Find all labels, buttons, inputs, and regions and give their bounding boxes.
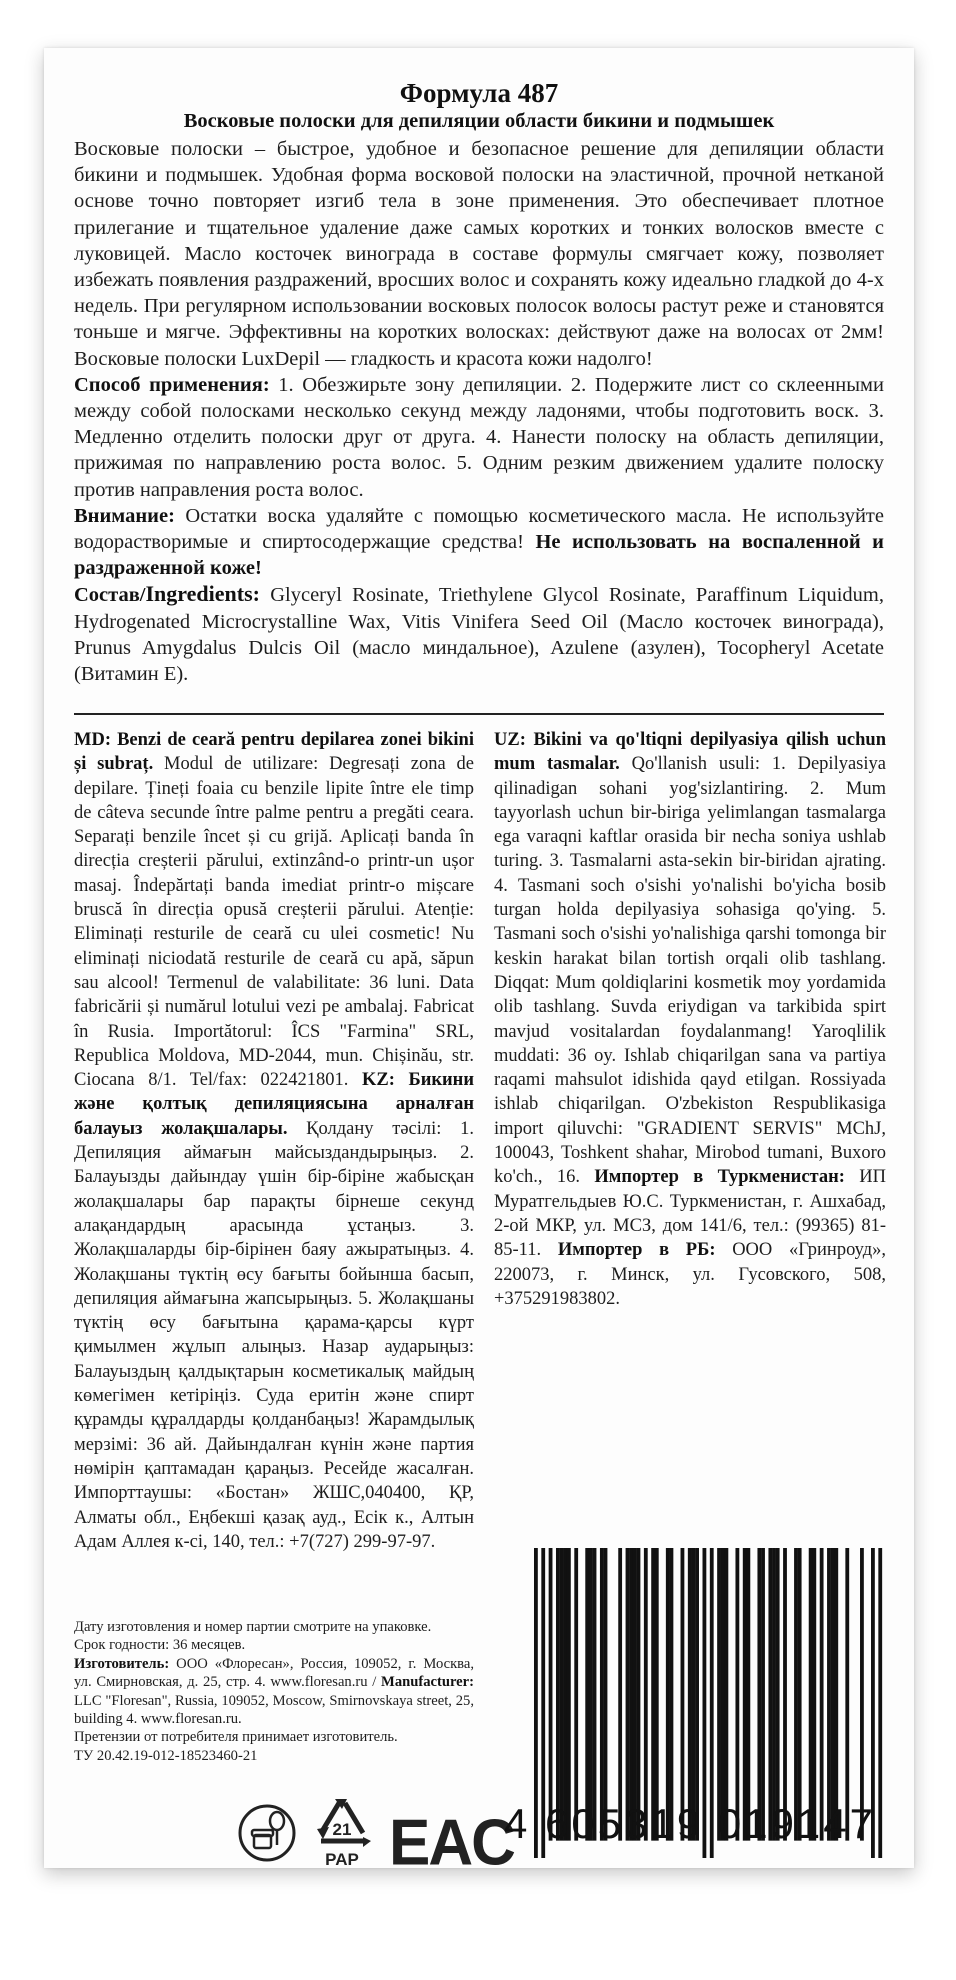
recycle-code: PAP bbox=[325, 1850, 359, 1869]
barcode-bar bbox=[644, 1548, 648, 1841]
ingredients-label-ru: Состав/ bbox=[74, 584, 146, 607]
left-column bbox=[74, 728, 474, 1554]
barcode-bar bbox=[761, 1548, 765, 1841]
rb-text: ООО «Гринроуд», 220073, г. Минск, ул. Гусовского, 508, +375291983802. bbox=[494, 1240, 886, 1309]
manufacturer-en-text: LLC "Floresan", Russia, 109052, Moscow, Smirnovskaya street, 25, building 4. www.floresan.ru. bbox=[74, 1692, 474, 1728]
barcode-bar bbox=[626, 1548, 630, 1841]
rb-label: Импортер в РБ: bbox=[557, 1240, 716, 1261]
barcode-bar bbox=[600, 1548, 604, 1841]
right-column bbox=[494, 728, 886, 1311]
ingredients-label-en: Ingredients: bbox=[145, 581, 260, 607]
barcode-bar bbox=[692, 1548, 696, 1841]
barcode-bar bbox=[776, 1548, 780, 1841]
warning-paragraph bbox=[74, 503, 884, 582]
barcode-bar bbox=[746, 1548, 750, 1841]
barcode-bar bbox=[651, 1548, 655, 1841]
recycle-number: 21 bbox=[332, 1820, 352, 1839]
barcode-bar bbox=[721, 1548, 725, 1841]
warning-text: Остатки воска удаляйте с помощью косметического масла. Не используйте водорастворимые и спиртосодержащие средства! bbox=[74, 504, 884, 554]
barcode-bar bbox=[783, 1548, 787, 1841]
uz-label: UZ: Bikini va qo'ltiqni depilyasiya qilish uchun mum tasmalar. bbox=[494, 730, 886, 775]
manufacturer-label: Изготовитель: bbox=[74, 1655, 170, 1672]
usage-paragraph bbox=[74, 372, 884, 503]
eac-mark-icon bbox=[389, 1806, 515, 1879]
barcode-bar bbox=[549, 1548, 553, 1841]
claims-note: Претензии от потребителя принимает изготовитель. bbox=[74, 1729, 398, 1746]
usage-label: Способ применения: bbox=[74, 373, 270, 396]
warning-bold-text: Не использовать на воспаленной и раздраженной коже! bbox=[74, 531, 884, 580]
kz-text: Қолдану тәсілі: 1. Депиляция аймағын майсыздандырыңыз. 2. Балауызды дайындау үшін бір-біріне жабысқан жолақшалары бар парақты бірнеше секунд алақандардың арасында ұстаңыз. 3. Жолақшаларды бір-бірінен баяу ажыратыңыз. 4. Жолақшаны түктің өсу бағыты бойынша басып, депиляция аймағына жапсырыңыз. 5. Жолақшаны түктің өсу бағытына қарама-қарсы күрт қимылмен жұлып алыңыз. Назар аударыңыз: Балауыздың қалдықтарын косметикалық майдың көмегімен кетіріңіз. Суда еритін және спирт құрамды құралдарды қолданбаңыз! Жарамдылық мерзімі: 36 ай. Дайындалған күнін және партия нөмірін қаптамадан қараңыз. Ресейде жасалған. Импорттаушы: «Бостан» ЖШС,040400, ҚР, Алматы обл., Еңбекші қазақ ауд., Есік к., Алтын Адам Аллея к-сі, 140, тел.: +7(727) 299-97-97. bbox=[74, 1118, 474, 1552]
eac-text: EAC bbox=[389, 1806, 514, 1879]
barcode-bar bbox=[794, 1548, 798, 1841]
barcode-bar bbox=[757, 1548, 761, 1841]
date-note: Дату изготовления и номер партии смотрите на упаковке. bbox=[74, 1619, 432, 1635]
recycle-pap-icon bbox=[317, 1799, 371, 1869]
barcode-bar bbox=[809, 1548, 813, 1841]
barcode-bar bbox=[743, 1548, 747, 1841]
uz-text: Qo'llanish usuli: 1. Depilyasiya qilinadigan sohani yog'sizlantiring. 2. Mum tayyorlash uchun bir-biriga yelimlangan tasmalarga ega varaqni kaftlar orasida bir necha soniya ushlab turing. 3. Tasmalarni asta-sekin bir-biridan ajrating. 4. Tasmani soch o'sishi yo'nalishi bo'yicha bosib turgan holda depilyasiya sohasiga qo'ying. 5. Tasmani soch o'sishi yo'nalishiga qarshi tomonga bir keskin harakat bilan tortish orqali olib tashlang. Diqqat: Mum qoldiqlarini kosmetik moy yordamida olib tashlang. Suvda eriydigan va tarkibida spirt mavjud vositalardan foydalanmang! Yaroqlilik muddati: 36 oy. Ishlab chiqarilgan sana va partiya raqami mahsulot idishida qayd etilgan. Rossiyada ishlab chiqarilgan. O'zbekiston Respublikasiga import qiluvchi: "GRADIENT SERVIS" MChJ, 100043, Toshkent shahar, Mirobod tumani, Buxoro ko'ch., 16. bbox=[494, 754, 886, 1188]
usage-text: 1. Обезжирьте зону депиляции. 2. Подержите лист со склеенными между собой полосками несколько секунд между ладонями, чтобы подготовить воск. 3. Медленно отделить полоски друг от друга. 4. Нанести полоску на область депиляции, прижимая по направлению роста волос. 5. Одним резким движением удалите полоску против направления роста волос. bbox=[74, 373, 884, 501]
barcode-bar bbox=[618, 1548, 622, 1841]
barcode-bar bbox=[820, 1548, 824, 1841]
manufacturer-en-label: Manufacturer: bbox=[381, 1674, 474, 1691]
barcode-bar bbox=[655, 1548, 659, 1841]
barcode-bar bbox=[798, 1548, 802, 1841]
uz-paragraph bbox=[494, 728, 886, 1311]
product-description: Восковые полоски – быстрое, удобное и безопасное решение для депиляции области бикини и подмышек. Удобная форма восковой полоски на эластичной, прочной нетканой основе точно повторяет изгиб тела в зоне применения. Это обеспечивает плотное прилегание и тщательное удаление даже самых коротких и тонких волосков вместе с луковицей. Масло косточек винограда в составе формулы смягчает кожу, позволяет избежать появления раздражений, вросших волос и сохранять кожу идеально гладкой до 4-х недель. При регулярном использовании восковых полосок волосы растут реже и становятся тоньше и мягче. Эффективны на коротких волосках: действуют даже на волосах от 2мм! Восковые полоски LuxDepil — гладкость и красота кожи надолго! bbox=[74, 138, 884, 370]
barcode-bar bbox=[604, 1548, 608, 1841]
manufacturer-paragraph bbox=[74, 1655, 474, 1729]
shelf-life: Срок годности: 36 месяцев. bbox=[74, 1637, 246, 1654]
product-subtitle: Восковые полоски для депиляции области бикини и подмышек bbox=[183, 110, 775, 132]
barcode-bar bbox=[666, 1548, 670, 1841]
tm-label: Импортер в Туркменистан: bbox=[594, 1167, 845, 1188]
barcode-bar bbox=[831, 1548, 835, 1841]
md-label: MD: Benzi de ceară pentru depilarea zonei bikini și subraț. bbox=[74, 730, 474, 775]
tm-text: ИП Муратгельдыев Ю.С. Туркменистан, г. Ашхабад, 2-ой МКР, ул. МСЗ, дом 141/6, тел.: (99365) 81-85-11. bbox=[494, 1167, 886, 1261]
tu-number: ТУ 20.42.19-012-18523460-21 bbox=[74, 1747, 258, 1764]
warning-label: Внимание: bbox=[74, 504, 175, 527]
kz-label: KZ: Бикини және қолтық депиляциясына арналған балауыз жолақшалары. bbox=[74, 1070, 474, 1139]
barcode-bar bbox=[768, 1548, 772, 1841]
barcode-bar bbox=[593, 1548, 597, 1841]
barcode-number: 4 605319 019147 bbox=[504, 1800, 876, 1847]
barcode-bar bbox=[735, 1548, 739, 1841]
barcode-bar bbox=[695, 1548, 699, 1841]
barcode-bar bbox=[827, 1548, 831, 1841]
product-title: Формула 487 bbox=[399, 78, 559, 108]
manufacturer-text: ООО «Флоресан», Россия, 109052, г. Москва, ул. Смирновская, д. 25, стр. 4. www.floresan.ru / bbox=[74, 1655, 474, 1691]
barcode-bar bbox=[585, 1548, 589, 1841]
md-paragraph bbox=[74, 728, 474, 1554]
barcode-bar bbox=[772, 1548, 776, 1841]
barcode-bar bbox=[724, 1548, 728, 1841]
product-label bbox=[44, 48, 914, 1879]
barcode-bar bbox=[717, 1548, 721, 1841]
barcode-bar bbox=[637, 1548, 641, 1841]
barcode-bar bbox=[681, 1548, 685, 1841]
cosmetic-jar-icon bbox=[240, 1806, 294, 1860]
barcode-bar bbox=[688, 1548, 692, 1841]
label-top-section bbox=[74, 78, 884, 687]
ingredients-paragraph bbox=[74, 581, 884, 687]
certification-marks bbox=[239, 1793, 514, 1883]
barcode-bar bbox=[812, 1548, 816, 1841]
barcode-bar bbox=[567, 1548, 571, 1841]
barcode-bar bbox=[629, 1548, 633, 1841]
barcode-bar bbox=[563, 1548, 567, 1841]
barcode-bar bbox=[845, 1548, 849, 1841]
barcode-bar bbox=[834, 1548, 838, 1841]
section-divider bbox=[74, 713, 884, 715]
barcode-bar bbox=[860, 1548, 864, 1841]
barcode-bar bbox=[670, 1548, 674, 1841]
barcode-bar bbox=[560, 1548, 564, 1841]
barcode-bar bbox=[574, 1548, 578, 1841]
barcode-bar bbox=[633, 1548, 637, 1841]
barcode-bar bbox=[589, 1548, 593, 1841]
md-text: Modul de utilizare: Degresați zona de depilare. Țineți foaia cu benzile lipite între ele timp de câteva secunde între palme pentru a pregăti ceara. Separați benzile încet și cu grijă. Aplicați banda în direcția creșterii părului, extinzând-o printr-un ușor masaj. Îndepărtați banda imediat printr-o mișcare bruscă în direcția opusă creșterii părului. Atenție: Eliminați resturile de ceară cu ulei cosmetic! Nu eliminați niciodată resturile de ceară cu apă, săpun sau alcool! Termenul de valabilitate: 36 luni. Data fabricării și numărul lotului vezi pe ambalaj. Fabricat în Rusia. Importătorul: ÎCS "Farmina" SRL, Republica Moldova, MD-2044, mun. Chișinău, str. Ciocana 8/1. Tel/fax: 022421801. bbox=[74, 754, 474, 1091]
manufacturer-block bbox=[74, 1618, 474, 1765]
ingredients-text: Glyceryl Rosinate, Triethylene Glycol Rosinate, Paraffinum Liquidum, Hydrogenated Microcrystalline Wax, Vitis Vinifera Seed Oil (Масло косточек винограда), Prunus Amygdalus Dulcis Oil (масло миндальное), Azulene (азулен), Tocopheryl Acetate (Витамин E). bbox=[74, 584, 884, 686]
barcode-bar bbox=[556, 1548, 560, 1841]
